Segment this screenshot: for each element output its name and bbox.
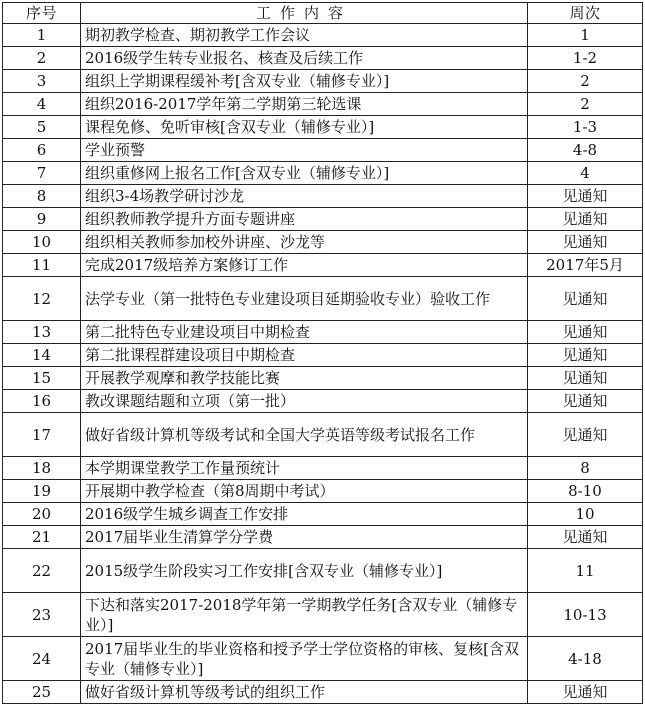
row-week: 1-2 xyxy=(528,47,643,70)
row-week: 2017年5月 xyxy=(528,254,643,277)
row-number: 12 xyxy=(3,277,81,321)
table-row xyxy=(3,367,643,390)
row-week: 2 xyxy=(528,70,643,93)
row-task: 完成2017级培养方案修订工作 xyxy=(81,254,528,277)
header-row xyxy=(3,3,643,24)
row-number: 19 xyxy=(3,480,81,503)
table-row xyxy=(3,116,643,139)
row-task: 做好省级计算机等级考试和全国大学英语等级考试报名工作 xyxy=(81,413,528,457)
row-number: 2 xyxy=(3,47,81,70)
row-number: 8 xyxy=(3,185,81,208)
row-week: 见通知 xyxy=(528,526,643,549)
row-number: 5 xyxy=(3,116,81,139)
row-task: 2017届毕业生的毕业资格和授予学士学位资格的审核、复核[含双专业（辅修专业）] xyxy=(81,637,528,681)
row-week: 10 xyxy=(528,503,643,526)
row-task: 2016级学生城乡调查工作安排 xyxy=(81,503,528,526)
row-number: 18 xyxy=(3,457,81,480)
row-task: 2017届毕业生清算学分学费 xyxy=(81,526,528,549)
row-week: 11 xyxy=(528,549,643,593)
table-row xyxy=(3,457,643,480)
table-row xyxy=(3,139,643,162)
row-number: 23 xyxy=(3,593,81,637)
table-row xyxy=(3,321,643,344)
header-content: 工作内容 xyxy=(81,3,528,24)
row-number: 6 xyxy=(3,139,81,162)
row-week: 见通知 xyxy=(528,344,643,367)
row-number: 22 xyxy=(3,549,81,593)
row-task: 第二批特色专业建设项目中期检查 xyxy=(81,321,528,344)
table-row xyxy=(3,185,643,208)
row-task: 第二批课程群建设项目中期检查 xyxy=(81,344,528,367)
table-row xyxy=(3,526,643,549)
row-week: 4-18 xyxy=(528,637,643,681)
row-task: 组织相关教师参加校外讲座、沙龙等 xyxy=(81,231,528,254)
row-task: 开展教学观摩和教学技能比赛 xyxy=(81,367,528,390)
row-number: 16 xyxy=(3,390,81,413)
row-task: 本学期课堂教学工作量预统计 xyxy=(81,457,528,480)
table-row xyxy=(3,231,643,254)
row-task: 开展期中教学检查（第8周期中考试） xyxy=(81,480,528,503)
table-row xyxy=(3,24,643,47)
row-number: 13 xyxy=(3,321,81,344)
row-number: 11 xyxy=(3,254,81,277)
row-task: 期初教学检查、期初教学工作会议 xyxy=(81,24,528,47)
row-number: 24 xyxy=(3,637,81,681)
row-task: 组织教师教学提升方面专题讲座 xyxy=(81,208,528,231)
header-index: 序号 xyxy=(3,3,81,24)
row-week: 见通知 xyxy=(528,681,643,704)
row-week: 见通知 xyxy=(528,231,643,254)
row-task: 下达和落实2017-2018学年第一学期教学任务[含双专业（辅修专业）] xyxy=(81,593,528,637)
row-number: 9 xyxy=(3,208,81,231)
row-number: 25 xyxy=(3,681,81,704)
row-week: 8-10 xyxy=(528,480,643,503)
table-row xyxy=(3,503,643,526)
row-week: 4-8 xyxy=(528,139,643,162)
row-number: 10 xyxy=(3,231,81,254)
row-number: 15 xyxy=(3,367,81,390)
row-week: 10-13 xyxy=(528,593,643,637)
row-task: 学业预警 xyxy=(81,139,528,162)
table-row xyxy=(3,93,643,116)
row-week: 见通知 xyxy=(528,185,643,208)
table-row xyxy=(3,637,643,681)
row-task: 组织重修网上报名工作[含双专业（辅修专业）] xyxy=(81,162,528,185)
row-number: 4 xyxy=(3,93,81,116)
row-number: 1 xyxy=(3,24,81,47)
row-number: 20 xyxy=(3,503,81,526)
row-task: 教改课题结题和立项（第一批） xyxy=(81,390,528,413)
header-week: 周次 xyxy=(528,3,643,24)
row-number: 14 xyxy=(3,344,81,367)
row-number: 7 xyxy=(3,162,81,185)
row-week: 见通知 xyxy=(528,277,643,321)
table-row xyxy=(3,47,643,70)
row-week: 1 xyxy=(528,24,643,47)
row-task: 组织上学期课程缓补考[含双专业（辅修专业）] xyxy=(81,70,528,93)
row-week: 见通知 xyxy=(528,413,643,457)
row-task: 法学专业（第一批特色专业建设项目延期验收专业）验收工作 xyxy=(81,277,528,321)
work-schedule-table xyxy=(2,2,643,704)
table-row xyxy=(3,254,643,277)
table-row xyxy=(3,162,643,185)
row-week: 见通知 xyxy=(528,208,643,231)
table-row xyxy=(3,70,643,93)
table-row xyxy=(3,549,643,593)
row-week: 4 xyxy=(528,162,643,185)
table-row xyxy=(3,413,643,457)
row-week: 2 xyxy=(528,93,643,116)
table-row xyxy=(3,208,643,231)
table-row xyxy=(3,277,643,321)
row-number: 17 xyxy=(3,413,81,457)
row-task: 组织3-4场教学研讨沙龙 xyxy=(81,185,528,208)
row-week: 见通知 xyxy=(528,321,643,344)
table-row xyxy=(3,480,643,503)
row-task: 2015级学生阶段实习工作安排[含双专业（辅修专业）] xyxy=(81,549,528,593)
row-week: 见通知 xyxy=(528,367,643,390)
table-row xyxy=(3,681,643,704)
row-week: 见通知 xyxy=(528,390,643,413)
table-row xyxy=(3,390,643,413)
row-task: 做好省级计算机等级考试的组织工作 xyxy=(81,681,528,704)
row-number: 21 xyxy=(3,526,81,549)
row-week: 8 xyxy=(528,457,643,480)
table-row xyxy=(3,344,643,367)
row-task: 组织2016-2017学年第二学期第三轮选课 xyxy=(81,93,528,116)
row-number: 3 xyxy=(3,70,81,93)
row-task: 课程免修、免听审核[含双专业（辅修专业）] xyxy=(81,116,528,139)
row-task: 2016级学生转专业报名、核查及后续工作 xyxy=(81,47,528,70)
row-week: 1-3 xyxy=(528,116,643,139)
table-row xyxy=(3,593,643,637)
